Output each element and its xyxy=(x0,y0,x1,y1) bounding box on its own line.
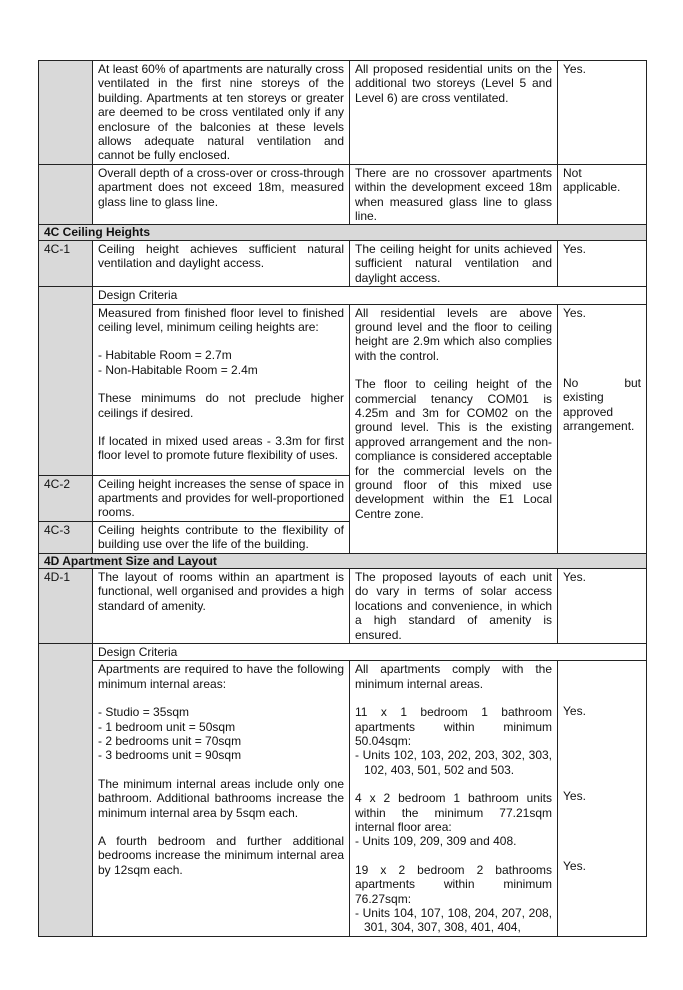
requirement-intro: Apartments are required to have the following minimum internal areas: xyxy=(98,662,344,691)
requirement-paragraph: If located in mixed used areas - 3.3m for first floor level to promote future flexibility of uses. xyxy=(98,433,344,463)
response-cell: The proposed layouts of each unit do vary in terms of solar access locations and convenience, in which a high standard of amenity is ensured. xyxy=(350,568,558,643)
compliance-but: but xyxy=(624,375,641,390)
ref-cell: 4C-2 xyxy=(39,475,93,521)
compliance-note: existing approved arrangement. xyxy=(563,390,635,434)
ref-cell: 4C-3 xyxy=(39,521,93,553)
unit-list: - Units 102, 103, 202, 203, 302, 303, 102, 403, 501, 502 and 503. xyxy=(355,748,552,777)
ref-cell: 4C-1 xyxy=(39,240,93,286)
response-paragraph: 11 x 1 bedroom 1 bathroom apartments within minimum 50.04sqm: xyxy=(355,705,552,748)
response-paragraph: All residential levels are above ground level and the floor to ceiling height are 2.9m which also complies with the control. xyxy=(355,305,552,363)
list-item: - Studio = 35sqm xyxy=(98,705,190,720)
section-heading: 4D Apartment Size and Layout xyxy=(39,553,647,568)
list-item: - Habitable Room = 2.7m xyxy=(98,348,232,363)
response-paragraph: The floor to ceiling height of the commercial tenancy COM01 is 4.25m and 3m for COM02 on the ground level. This is the existing approved arrangement and the non-compliance is considered acceptable for the commercial levels on the ground floor of this mixed use development within the E1 Local Centre zone. xyxy=(355,377,552,521)
compliance-no: No xyxy=(563,375,579,390)
compliance-cell: Yes. xyxy=(558,568,647,643)
compliance-value: Yes. xyxy=(563,704,586,719)
compliance-table xyxy=(38,60,647,937)
table-row xyxy=(39,304,647,475)
compliance-value: Yes. xyxy=(563,788,586,803)
requirement-cell xyxy=(93,304,350,475)
design-criteria-label: Design Criteria xyxy=(93,287,647,304)
compliance-value: Yes. xyxy=(563,305,586,320)
response-cell xyxy=(350,304,558,553)
compliance-value: Yes. xyxy=(563,859,586,874)
list-item: - 2 bedrooms unit = 70sqm xyxy=(98,734,242,748)
compliance-cell: Yes. xyxy=(558,240,647,286)
table-row xyxy=(39,661,647,937)
table-row xyxy=(39,568,647,643)
requirement-cell: Ceiling heights contribute to the flexibility of building use over the life of the building. xyxy=(93,521,350,553)
design-criteria-row xyxy=(39,643,647,660)
requirement-cell: Ceiling height achieves sufficient natural ventilation and daylight access. xyxy=(93,240,350,286)
compliance-value xyxy=(563,376,641,390)
response-paragraph: 4 x 2 bedroom 1 bathroom units within the minimum 77.21sqm internal floor area: xyxy=(355,791,552,835)
response-cell: All proposed residential units on the additional two storeys (Level 5 and Level 6) are cross ventilated. xyxy=(350,61,558,165)
ref-cell: 4D-1 xyxy=(39,568,93,643)
requirement-paragraph: The minimum internal areas include only one bathroom. Additional bathrooms increase the minimum internal area by 5sqm each. xyxy=(98,776,344,820)
design-criteria-row xyxy=(39,287,647,304)
unit-list: - Units 104, 107, 108, 204, 207, 208, 301, 304, 307, 308, 401, 404, xyxy=(355,906,552,935)
table-row xyxy=(39,164,647,225)
compliance-cell: Not applicable. xyxy=(558,164,647,225)
requirement-paragraph: These minimums do not preclude higher ceilings if desired. xyxy=(98,391,344,420)
compliance-cell xyxy=(558,304,647,553)
list-item: - 3 bedrooms unit = 90sqm xyxy=(98,748,242,763)
compliance-cell xyxy=(558,661,647,937)
response-intro: All apartments comply with the minimum internal areas. xyxy=(355,662,552,691)
response-cell: There are no crossover apartments within the development exceed 18m when measured glass line to glass line. xyxy=(350,164,558,225)
ref-cell xyxy=(39,287,93,475)
list-item: - 1 bedroom unit = 50sqm xyxy=(98,719,236,734)
section-heading: 4C Ceiling Heights xyxy=(39,225,647,240)
requirement-cell xyxy=(93,661,350,937)
requirement-cell: At least 60% of apartments are naturally cross ventilated in the first nine storeys of the building. Apartments at ten storeys or greater are deemed to be cross ventilated only if any enclosure of the balconies at these levels allows adequate natural ventilation and cannot be fully enclosed. xyxy=(93,61,350,165)
response-cell xyxy=(350,661,558,937)
table-row xyxy=(39,240,647,286)
response-paragraph: 19 x 2 bedroom 2 bathrooms apartments within minimum 76.27sqm: xyxy=(355,862,552,906)
section-heading-row xyxy=(39,225,647,240)
ref-cell xyxy=(39,164,93,225)
requirement-cell: The layout of rooms within an apartment is functional, well organised and provides a high standard of amenity. xyxy=(93,568,350,643)
design-criteria-label: Design Criteria xyxy=(93,643,647,660)
section-heading-row xyxy=(39,553,647,568)
ref-cell xyxy=(39,643,93,936)
unit-list: - Units 109, 209, 309 and 408. xyxy=(355,834,517,849)
list-item: - Non-Habitable Room = 2.4m xyxy=(98,362,258,377)
requirement-paragraph: A fourth bedroom and further additional bedrooms increase the minimum internal area by 12sqm each. xyxy=(98,834,344,877)
response-cell: The ceiling height for units achieved sufficient natural ventilation and daylight access. xyxy=(350,240,558,286)
ref-cell xyxy=(39,61,93,165)
requirement-cell: Overall depth of a cross-over or cross-through apartment does not exceed 18m, measured glass line to glass line. xyxy=(93,164,350,225)
compliance-cell: Yes. xyxy=(558,61,647,165)
requirement-cell: Ceiling height increases the sense of space in apartments and provides for well-proportioned rooms. xyxy=(93,475,350,521)
table-row xyxy=(39,61,647,165)
requirement-intro: Measured from finished floor level to finished ceiling level, minimum ceiling heights are: xyxy=(98,305,344,334)
